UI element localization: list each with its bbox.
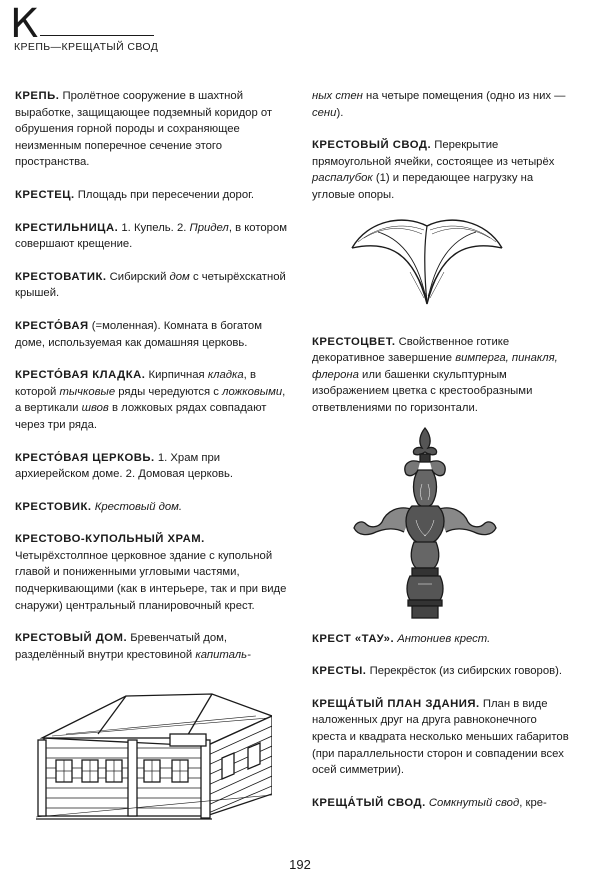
header-rule (40, 35, 154, 36)
entry-text: Перекрытие прямоугольной ячейки, состоящее из четырёх (312, 139, 555, 168)
entry-crossref: сени (312, 106, 337, 119)
entry-text: на четыре помещения (одно из них — (362, 90, 566, 102)
entry-text: Сибирский (106, 270, 170, 283)
entry-krestovy-dom (15, 630, 287, 663)
entry-krestotsvet (312, 334, 574, 417)
entry-crossref: кладка (207, 369, 244, 382)
entry-text: ). (336, 106, 344, 119)
entry-term: КРЕСТОВИК. (15, 500, 92, 513)
entry-term: КРЕСТО́ВАЯ ЦЕРКОВЬ. (15, 451, 155, 464)
entry-term: КРЕСТОЦВЕТ. (312, 335, 396, 348)
entry-krep (15, 88, 287, 171)
entry-krestovy-dom-continued (312, 88, 574, 121)
entry-text: (1) и передающее нагрузку на угловые опоры. (312, 172, 534, 201)
entry-crossref: ложковыми (222, 385, 283, 398)
entry-term: КРЕСТЫ. (312, 665, 367, 678)
entry-crossref: Антониев крест. (397, 632, 491, 645)
entry-term: КРЕСТОВЫЙ СВОД. (312, 139, 432, 152)
entry-krest-tau (312, 631, 574, 648)
entry-term: КРЕСТИЛЬНИЦА. (15, 221, 119, 234)
entry-text: в ложковых рядах совпадают через три ряда. (15, 402, 267, 431)
finial-illustration (352, 424, 498, 620)
entry-kresty (312, 663, 574, 680)
entry-crossref: Сомкнутый свод (428, 796, 520, 809)
entry-krestilnitsa (15, 220, 287, 253)
entry-text: Перекрёсток (из сибирских говоров). (366, 665, 563, 678)
entry-text: , кре- (519, 796, 547, 809)
entry-text: Площадь при пересечении дорог. (74, 188, 254, 201)
entry-text: 1. Купель. 2. (118, 221, 190, 234)
entry-text: , в котором совершают крещение. (15, 221, 287, 251)
page-number: 192 (289, 857, 311, 872)
log-house-illustration (36, 676, 272, 826)
entry-term: КРЕСТО́ВАЯ КЛАДКА. (15, 369, 146, 382)
entry-term: КРЕСТЕЦ. (15, 188, 75, 201)
entry-text: План в виде наложенных друг на друга равноконечного креста и квадрата несколько меньших габаритов (при параллельности сторон и совпадении всех осей симметрии). (312, 697, 569, 777)
entry-krestovatik (15, 269, 287, 302)
entry-crossref: швов (81, 402, 109, 415)
entry-term: КРЕСТОВО-КУПОЛЬНЫЙ ХРАМ. (15, 533, 205, 546)
entry-text: или башенки скульптурным изображением цветка с крестообразными ответвлениями по горизонтали. (312, 368, 533, 414)
entry-term: КРЕСТ «ТАУ». (312, 632, 395, 645)
entry-text: Свойственное готике декоративное завершение (312, 335, 510, 365)
entry-crossref: тычковые (59, 385, 116, 398)
entry-text: Четырёхстолпное церковное здание с купольной главой и пониженными угловыми частями, подчеркивающими (как в интерьере, так и при виде снаружи) центральный планировочный крест. (15, 549, 287, 612)
entry-krestovaya-kladka (15, 367, 287, 433)
left-column (15, 88, 287, 679)
entry-term: КРЕСТО́ВАЯ (15, 319, 89, 332)
entry-text: , в которой (15, 369, 256, 398)
entry-crossref: распалубок (312, 172, 373, 185)
entry-text: (=моленная). Комната в богатом доме, используемая как домашняя церковь. (15, 319, 262, 349)
entry-term: КРЕПЬ. (15, 90, 60, 102)
entry-krestovik (15, 499, 287, 516)
entry-krestets (15, 187, 287, 204)
entry-crossref: капиталь- (195, 648, 251, 661)
entry-text: Бревенчатый дом, разделённый внутри крестовиной (15, 632, 228, 661)
entry-term: КРЕСТОВЫЙ ДОМ. (15, 632, 128, 645)
section-letter: К (10, 1, 39, 47)
entry-kreshchaty-svod (312, 795, 574, 812)
entry-term: КРЕЩА́ТЫЙ СВОД. (312, 796, 426, 809)
entry-text: Кирпичная (145, 369, 208, 382)
running-head: КРЕПЬ—КРЕЩАТЫЙ СВОД (14, 41, 159, 53)
entry-krestovaya-tserkov (15, 450, 287, 483)
cross-vault-illustration (348, 212, 506, 310)
entry-term: КРЕСТОВАТИК. (15, 270, 107, 283)
entry-text: с четырёхскатной крышей. (15, 270, 286, 300)
entry-text: Пролётное сооружение в шахтной выработке, защищающее подземный коридор от обрушения горной породы и сохраняющее неизменным поперечное сечение этого пространства. (15, 90, 273, 169)
entry-crossref: дом (169, 270, 190, 283)
entry-krestovy-svod (312, 137, 574, 203)
entry-text: ряды чередуются с (115, 385, 223, 398)
entry-krestovaya (15, 318, 287, 351)
entry-crossref: Крестовый дом. (94, 500, 183, 513)
entry-crossref: вимперга, пинакля, флерона (312, 352, 558, 381)
entry-crossref: Придел (189, 221, 229, 234)
entry-term: КРЕЩА́ТЫЙ ПЛАН ЗДАНИЯ. (312, 697, 480, 710)
entry-text: 1. Храм при архиерейском доме. 2. Домовая церковь. (15, 451, 234, 481)
entry-crossref: ных стен (312, 90, 363, 102)
entry-text: , а вертикали (15, 385, 286, 415)
entry-kreshchaty-plan (312, 696, 574, 779)
entry-krestovo-kupolny-khram (15, 531, 287, 614)
